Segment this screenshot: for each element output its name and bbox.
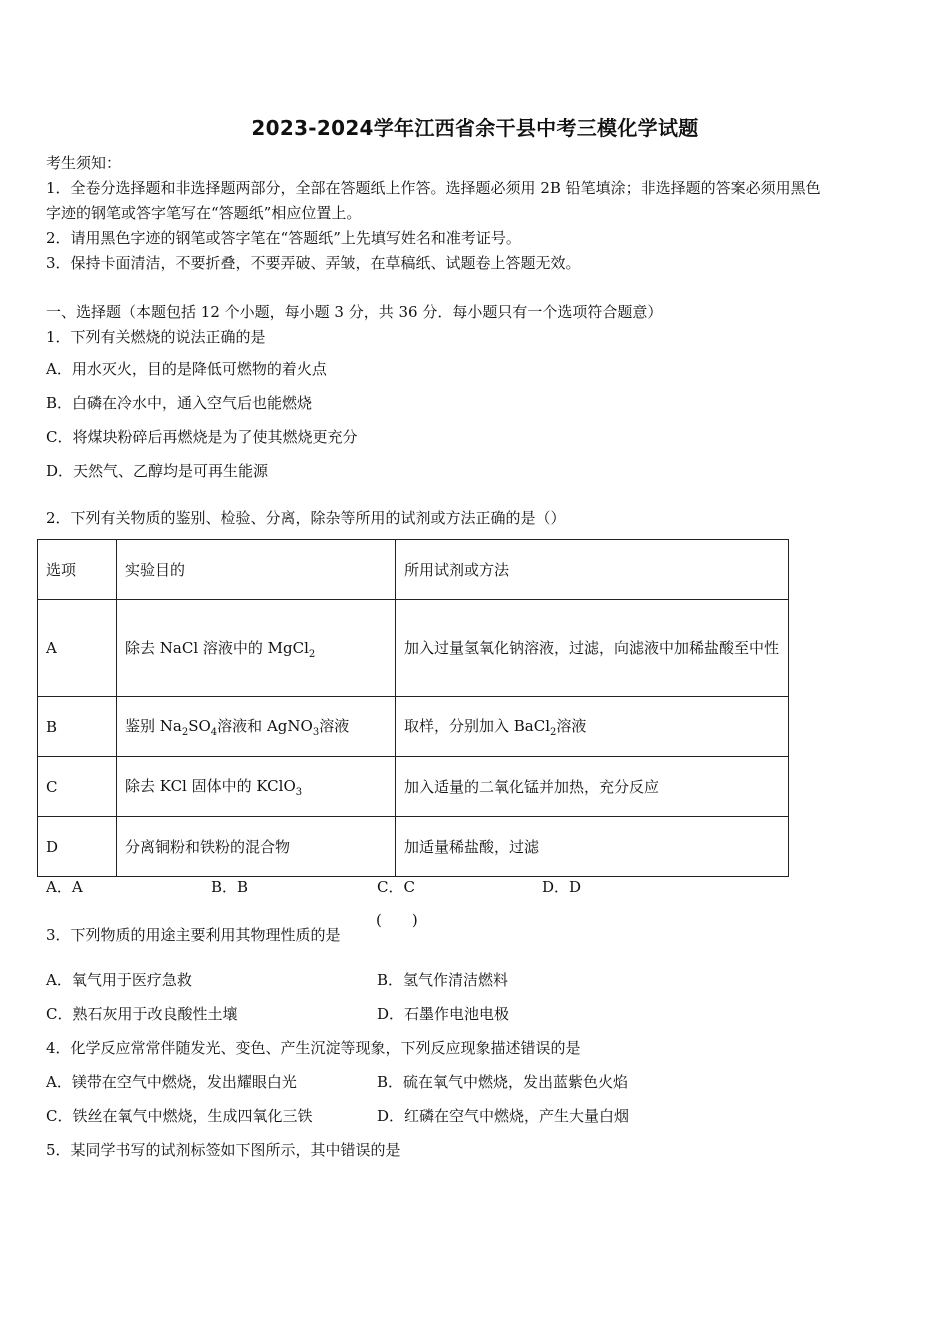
notice-line-2: 2．请用黑色字迹的钢笔或答字笔在“答题纸”上先填写姓名和准考证号。: [46, 229, 521, 247]
q1-option-d: D．天然气、乙醇均是可再生能源: [46, 462, 269, 480]
q3-option-a: A．氧气用于医疗急救: [46, 971, 192, 989]
header-option: 选项: [38, 540, 117, 600]
q2-choice-a: A．A: [46, 878, 83, 896]
row-a-option: A: [38, 600, 117, 697]
q2-choice-d: D．D: [542, 878, 582, 896]
table-header-row: [38, 540, 789, 600]
row-c-purpose: 除去 KCl 固体中的 KClO$_3$: [117, 757, 396, 817]
q4-option-d: D．红磷在空气中燃烧，产生大量白烟: [377, 1107, 630, 1125]
q5-stem: 5．某同学书写的试剂标签如下图所示，其中错误的是: [46, 1141, 401, 1159]
q1-option-c: C．将煤块粉碎后再燃烧是为了使其燃烧更充分: [46, 428, 358, 446]
row-b-option: B: [38, 697, 117, 757]
page-title: 2023-2024学年江西省余干县中考三模化学试题: [251, 116, 699, 140]
header-method: 所用试剂或方法: [396, 540, 789, 600]
table-row: [38, 600, 789, 697]
row-c-option: C: [38, 757, 117, 817]
q2-choice-c: C．C: [377, 878, 415, 896]
notice-line-1a: 1．全卷分选择题和非选择题两部分，全部在答题纸上作答。选择题必须用 2B 铅笔填涂；非选择题的答案必须用黑色: [46, 179, 821, 197]
row-a-purpose: 除去 NaCl 溶液中的 MgCl$_2$: [117, 600, 396, 697]
table-row: [38, 817, 789, 877]
q3-stem: 3．下列物质的用途主要利用其物理性质的是: [46, 926, 341, 944]
q1-option-b: B．白磷在冷水中，通入空气后也能燃烧: [46, 394, 313, 412]
notice-heading: 考生须知：: [46, 154, 122, 172]
q2-stem: 2．下列有关物质的鉴别、检验、分离，除杂等所用的试剂或方法正确的是（）: [46, 509, 566, 527]
row-d-option: D: [38, 817, 117, 877]
header-purpose: 实验目的: [117, 540, 396, 600]
row-a-method: 加入过量氢氧化钠溶液，过滤，向滤液中加稀盐酸至中性: [396, 600, 789, 697]
q3-option-d: D．石墨作电池电极: [377, 1005, 510, 1023]
q2-choice-b: B．B: [211, 878, 249, 896]
q3-option-b: B．氢气作清洁燃料: [377, 971, 509, 989]
row-d-method: 加适量稀盐酸，过滤: [396, 817, 789, 877]
q1-option-a: A．用水灭火，目的是降低可燃物的着火点: [46, 360, 327, 378]
q4-stem: 4．化学反应常常伴随发光、变色、产生沉淀等现象，下列反应现象描述错误的是: [46, 1039, 581, 1057]
notice-line-3: 3．保持卡面清洁，不要折叠，不要弄破、弄皱，在草稿纸、试题卷上答题无效。: [46, 254, 581, 272]
q3-option-c: C．熟石灰用于改良酸性土壤: [46, 1005, 238, 1023]
row-b-method: 取样，分别加入 BaCl$_2$溶液: [396, 697, 789, 757]
row-c-method: 加入适量的二氧化锰并加热，充分反应: [396, 757, 789, 817]
row-d-purpose: 分离铜粉和铁粉的混合物: [117, 817, 396, 877]
table-row: [38, 697, 789, 757]
q1-stem: 1．下列有关燃烧的说法正确的是: [46, 328, 266, 346]
q2-table: [37, 539, 789, 877]
q4-option-b: B．硫在氧气中燃烧，发出蓝紫色火焰: [377, 1073, 629, 1091]
q3-answer-paren: ( ): [376, 911, 418, 929]
q4-option-c: C．铁丝在氧气中燃烧，生成四氧化三铁: [46, 1107, 313, 1125]
table-row: [38, 757, 789, 817]
section-heading: 一、选择题（本题包括 12 个小题，每小题 3 分，共 36 分．每小题只有一个选项符合题意）: [46, 303, 663, 321]
q4-option-a: A．镁带在空气中燃烧，发出耀眼白光: [46, 1073, 297, 1091]
notice-line-1b: 字迹的钢笔或答字笔写在“答题纸”相应位置上。: [46, 204, 362, 222]
row-b-purpose: 鉴别 $Na_2SO_4$溶液和 AgNO$_3$溶液: [117, 697, 396, 757]
